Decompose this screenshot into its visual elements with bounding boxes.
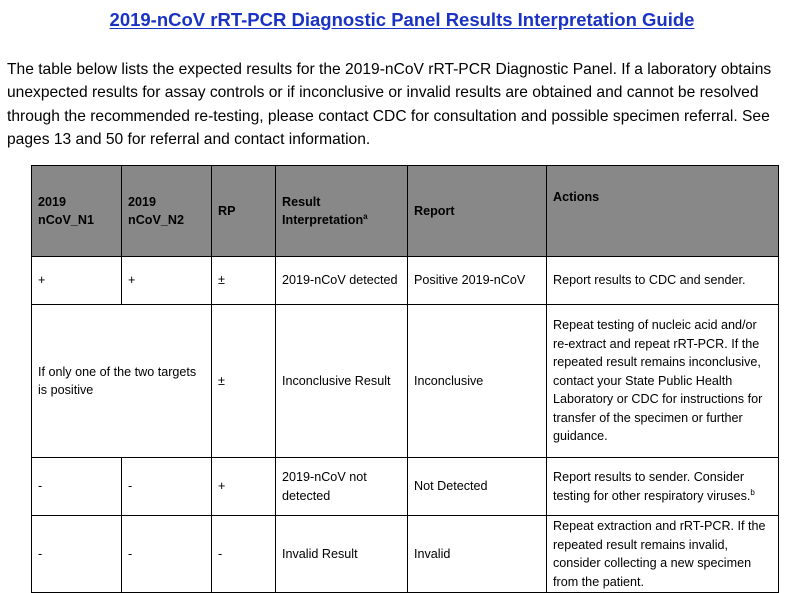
header-n2-line2: nCoV_N2 — [128, 213, 184, 227]
header-n2-line1: 2019 — [128, 194, 157, 209]
intro-paragraph: The table below lists the expected results for the 2019-nCoV rRT-PCR Diagnostic Panel. If a laboratory obtains unexpected results for assay controls or if inconclusive or invalid results are obtained and cannot be resolved through the recommended re-testing, please contact CDC for consultation and possible specimen referral. See pages 13 and 50 for referral and contact information. — [7, 61, 772, 149]
header-actions: Actions — [547, 166, 779, 257]
header-n1-line1: 2019 — [38, 194, 67, 209]
results-table — [31, 165, 779, 593]
actions-footnote: b — [750, 487, 755, 497]
cell-n1: + — [32, 257, 122, 305]
header-result-interpretation — [276, 166, 408, 257]
header-report: Report — [408, 166, 547, 257]
cell-interpretation: 2019-nCoV not detected — [276, 458, 408, 516]
actions-text: Report results to sender. Consider testing for other respiratory viruses. — [553, 470, 751, 503]
page-title — [0, 9, 804, 31]
cell-interpretation: 2019-nCoV detected — [276, 257, 408, 305]
header-n1-line2: nCoV_N1 — [38, 213, 94, 227]
cell-rp: - — [212, 516, 276, 593]
cell-actions: Repeat testing of nucleic acid and/or re-extract and repeat rRT-PCR. If the repeated result remains inconclusive, contact your State Public Health Laboratory or CDC for instructions for transfer of the specimen or further guidance. — [547, 305, 779, 458]
cell-report: Positive 2019-nCoV — [408, 257, 547, 305]
cell-n1: - — [32, 516, 122, 593]
header-result-line1: Result — [282, 194, 321, 209]
cell-rp: + — [212, 458, 276, 516]
cell-actions: Report results to CDC and sender. — [547, 257, 779, 305]
header-result-line2: Interpretation — [282, 213, 364, 227]
cell-interpretation: Invalid Result — [276, 516, 408, 593]
table-row — [32, 516, 779, 593]
table-row — [32, 257, 779, 305]
cell-report: Invalid — [408, 516, 547, 593]
cell-interpretation: Inconclusive Result — [276, 305, 408, 458]
cell-n1: - — [32, 458, 122, 516]
table-row — [32, 458, 779, 516]
cell-actions — [547, 458, 779, 516]
cell-n2: - — [122, 516, 212, 593]
header-rp: RP — [212, 166, 276, 257]
cell-rp: ± — [212, 305, 276, 458]
cell-actions: Repeat extraction and rRT-PCR. If the repeated result remains invalid, consider collecting a new specimen from the patient. — [547, 516, 779, 593]
page-title-text: 2019-nCoV rRT-PCR Diagnostic Panel Results Interpretation Guide — [109, 9, 695, 30]
cell-report: Not Detected — [408, 458, 547, 516]
cell-n2: + — [122, 257, 212, 305]
cell-rp: ± — [212, 257, 276, 305]
cell-n2: - — [122, 458, 212, 516]
header-n1 — [32, 166, 122, 257]
table-header-row — [32, 166, 779, 257]
cell-report: Inconclusive — [408, 305, 547, 458]
cell-merged-targets: If only one of the two targets is positive — [32, 305, 212, 458]
table-row — [32, 305, 779, 458]
header-n2 — [122, 166, 212, 257]
header-result-footnote: a — [363, 211, 368, 221]
